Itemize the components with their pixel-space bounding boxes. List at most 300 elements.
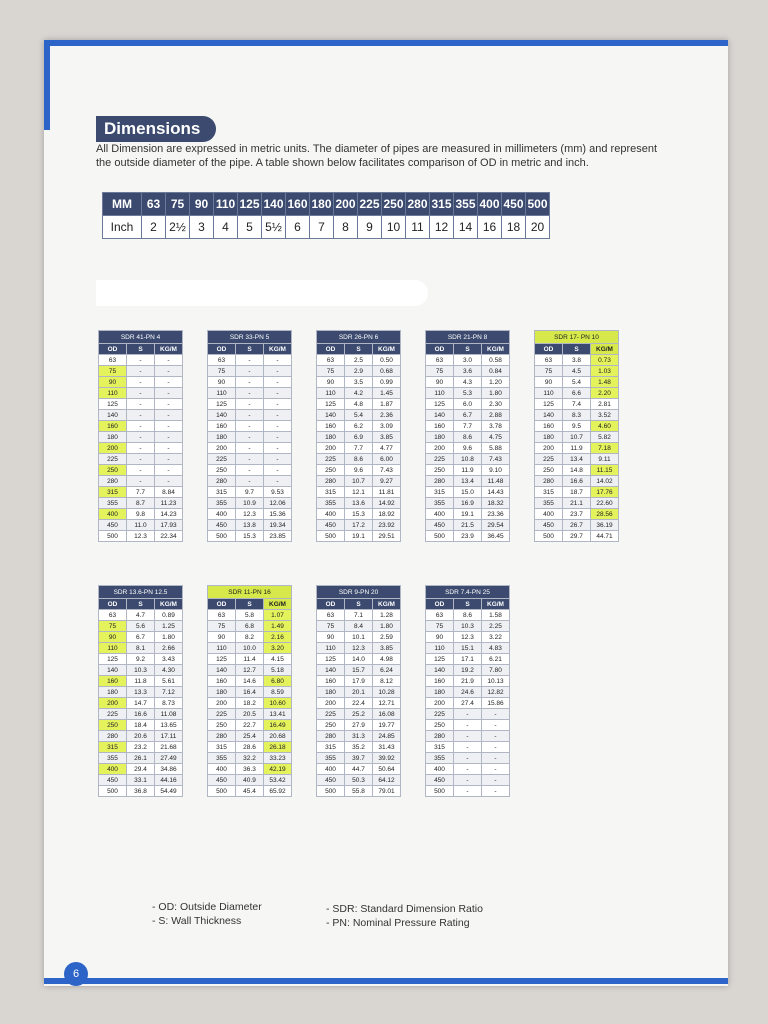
spec-cell: 450 (208, 520, 236, 531)
spec-cell: 21.5 (454, 520, 482, 531)
spec-table-title-row (208, 586, 292, 599)
spec-cell: 17.9 (345, 676, 373, 687)
spec-cell: 5.6 (127, 621, 155, 632)
spec-column-header-row (99, 599, 183, 610)
spec-cell: 2.25 (482, 621, 510, 632)
spec-cell: - (236, 432, 264, 443)
mm-cell: 90 (190, 193, 214, 216)
spec-cell: - (236, 388, 264, 399)
spec-cell: 225 (535, 454, 563, 465)
spec-table (425, 330, 510, 542)
spec-row (426, 421, 510, 432)
inch-cell: 2 (142, 216, 166, 239)
spec-cell: 3.0 (454, 355, 482, 366)
spec-cell: 180 (535, 432, 563, 443)
spec-cell: 110 (426, 388, 454, 399)
spec-cell: - (454, 709, 482, 720)
spec-row (208, 531, 292, 542)
mm-cell: 63 (142, 193, 166, 216)
spec-cell: 315 (317, 742, 345, 753)
inch-cell: 10 (382, 216, 406, 239)
spec-cell: 36.45 (482, 531, 510, 542)
spec-cell: 4.8 (345, 399, 373, 410)
spec-column-header: S (345, 344, 373, 355)
spec-cell: 200 (535, 443, 563, 454)
spec-cell: 33.23 (264, 753, 292, 764)
spec-cell: 1.20 (482, 377, 510, 388)
spec-cell: 24.85 (373, 731, 401, 742)
spec-cell: 500 (535, 531, 563, 542)
spec-cell: 6.80 (264, 676, 292, 687)
spec-cell: 0.99 (373, 377, 401, 388)
spec-cell: 17.11 (155, 731, 183, 742)
spec-cell: 22.7 (236, 720, 264, 731)
spec-cell: 180 (317, 687, 345, 698)
spec-row (208, 632, 292, 643)
spec-row (317, 487, 401, 498)
spec-row (208, 742, 292, 753)
spec-cell: - (264, 421, 292, 432)
spec-row (535, 520, 619, 531)
spec-table-title: SDR 26-PN 6 (317, 331, 401, 344)
spec-cell: 355 (426, 498, 454, 509)
spec-row (535, 410, 619, 421)
spec-cell: 21.68 (155, 742, 183, 753)
spec-row (535, 509, 619, 520)
spec-row (99, 665, 183, 676)
spec-row (99, 632, 183, 643)
spec-cell: 19.2 (454, 665, 482, 676)
spec-cell: 75 (99, 621, 127, 632)
spec-cell: 28.6 (236, 742, 264, 753)
spec-column-header: KG/M (155, 344, 183, 355)
spec-cell: - (264, 399, 292, 410)
spec-table (534, 330, 619, 542)
spec-column-header: KG/M (591, 344, 619, 355)
spec-cell: 1.48 (591, 377, 619, 388)
spec-row (426, 399, 510, 410)
spec-cell: - (264, 465, 292, 476)
spec-cell: 36.8 (127, 786, 155, 797)
spec-cell: 14.23 (155, 509, 183, 520)
spec-cell: 12.1 (345, 487, 373, 498)
spec-cell: 10.8 (454, 454, 482, 465)
spec-cell: 19.34 (264, 520, 292, 531)
top-accent-bar (44, 40, 728, 46)
spec-column-header: OD (208, 599, 236, 610)
spec-row (99, 509, 183, 520)
spec-cell: - (155, 399, 183, 410)
spec-cell: 90 (99, 632, 127, 643)
spec-cell: 8.4 (345, 621, 373, 632)
spec-row (208, 643, 292, 654)
spec-cell: 13.6 (345, 498, 373, 509)
mm-cell: 140 (262, 193, 286, 216)
spec-cell: - (127, 366, 155, 377)
spec-cell: - (155, 432, 183, 443)
spec-cell: 140 (426, 410, 454, 421)
spec-column-header: OD (535, 344, 563, 355)
spec-cell: 75 (208, 621, 236, 632)
spec-column-header-row (317, 344, 401, 355)
spec-row (208, 676, 292, 687)
spec-table-title-row (99, 331, 183, 344)
spec-cell: 20.6 (127, 731, 155, 742)
spec-row (317, 443, 401, 454)
spec-cell: 11.48 (482, 476, 510, 487)
spec-column-header-row (426, 344, 510, 355)
spec-cell: 6.00 (373, 454, 401, 465)
spec-row (99, 476, 183, 487)
spec-cell: 180 (426, 687, 454, 698)
spec-cell: 17.93 (155, 520, 183, 531)
spec-cell: 10.13 (482, 676, 510, 687)
spec-row (208, 764, 292, 775)
spec-row (99, 621, 183, 632)
spec-row (317, 775, 401, 786)
spec-row (426, 731, 510, 742)
legend-right (326, 902, 483, 930)
spec-row (317, 399, 401, 410)
spec-row (317, 621, 401, 632)
spec-row (208, 709, 292, 720)
spec-cell: 11.81 (373, 487, 401, 498)
spec-row (208, 687, 292, 698)
spec-row (99, 410, 183, 421)
spec-cell: 23.36 (482, 509, 510, 520)
spec-table-title: SDR 41-PN 4 (99, 331, 183, 344)
spec-cell: - (127, 388, 155, 399)
spec-row (208, 355, 292, 366)
spec-cell: 25.4 (236, 731, 264, 742)
spec-row (317, 764, 401, 775)
spec-cell: 6.21 (482, 654, 510, 665)
spec-cell: 39.92 (373, 753, 401, 764)
spec-cell: - (264, 443, 292, 454)
spec-row (426, 498, 510, 509)
spec-cell: 110 (317, 643, 345, 654)
spec-cell: 16.4 (236, 687, 264, 698)
spec-cell: 355 (317, 498, 345, 509)
spec-cell: 2.16 (264, 632, 292, 643)
spec-cell: 28.56 (591, 509, 619, 520)
spec-cell: - (127, 355, 155, 366)
spec-cell: 315 (426, 742, 454, 753)
spec-row (208, 775, 292, 786)
spec-cell: 6.7 (454, 410, 482, 421)
spec-cell: 26.7 (563, 520, 591, 531)
spec-cell: 8.7 (127, 498, 155, 509)
spec-column-header: S (236, 599, 264, 610)
spec-cell: 5.88 (482, 443, 510, 454)
spec-row (535, 355, 619, 366)
spec-cell: - (127, 476, 155, 487)
spec-cell: 110 (535, 388, 563, 399)
spec-cell: 140 (99, 410, 127, 421)
spec-row (426, 698, 510, 709)
mm-cell: 200 (334, 193, 358, 216)
spec-cell: 160 (99, 676, 127, 687)
spec-cell: 32.2 (236, 753, 264, 764)
spec-row (317, 676, 401, 687)
inch-cell: 6 (286, 216, 310, 239)
spec-cell: 110 (426, 643, 454, 654)
spec-cell: 11.4 (236, 654, 264, 665)
spec-cell: 3.5 (345, 377, 373, 388)
spec-cell: 7.12 (155, 687, 183, 698)
spec-cell: 7.18 (591, 443, 619, 454)
spec-cell: 4.5 (563, 366, 591, 377)
spec-row (426, 654, 510, 665)
spec-cell: - (454, 753, 482, 764)
spec-cell: - (236, 366, 264, 377)
spec-column-header: OD (426, 599, 454, 610)
spec-cell: 280 (99, 476, 127, 487)
inch-cell: 11 (406, 216, 430, 239)
spec-cell: 315 (317, 487, 345, 498)
spec-cell: 4.60 (591, 421, 619, 432)
spec-row (426, 621, 510, 632)
spec-row (208, 377, 292, 388)
spec-cell: 7.43 (482, 454, 510, 465)
spec-cell: 7.7 (345, 443, 373, 454)
spec-cell: 9.2 (127, 654, 155, 665)
spec-cell: - (155, 465, 183, 476)
spec-cell: 225 (208, 709, 236, 720)
spec-cell: 12.82 (482, 687, 510, 698)
spec-cell: 63 (317, 355, 345, 366)
spec-row (317, 509, 401, 520)
spec-cell: 64.12 (373, 775, 401, 786)
spec-cell: 280 (426, 731, 454, 742)
spec-cell: 450 (208, 775, 236, 786)
spec-table-title: SDR 13.6-PN 12.5 (99, 586, 183, 599)
spec-cell: 110 (208, 643, 236, 654)
spec-cell: 0.58 (482, 355, 510, 366)
spec-row (208, 731, 292, 742)
spec-cell: - (264, 388, 292, 399)
spec-cell: 9.6 (454, 443, 482, 454)
mm-cell: 75 (166, 193, 190, 216)
spec-cell: 450 (99, 520, 127, 531)
spec-cell: 355 (208, 753, 236, 764)
spec-cell: 2.81 (591, 399, 619, 410)
spec-cell: 50.64 (373, 764, 401, 775)
spec-cell: - (155, 454, 183, 465)
spec-cell: 75 (317, 621, 345, 632)
spec-cell: - (155, 366, 183, 377)
spec-cell: 4.15 (264, 654, 292, 665)
spec-cell: 6.9 (345, 432, 373, 443)
spec-row (99, 786, 183, 797)
inch-cell: 20 (526, 216, 550, 239)
spec-cell: 5.61 (155, 676, 183, 687)
mm-cell: 500 (526, 193, 550, 216)
spec-cell: 5.4 (345, 410, 373, 421)
spec-cell: 140 (208, 665, 236, 676)
spec-row (317, 786, 401, 797)
spec-row (317, 432, 401, 443)
spec-cell: 16.6 (563, 476, 591, 487)
spec-cell: 63 (99, 355, 127, 366)
spec-cell: 250 (317, 720, 345, 731)
spec-cell: 225 (208, 454, 236, 465)
spec-row (426, 355, 510, 366)
spec-cell: 11.0 (127, 520, 155, 531)
spec-cell: 1.03 (591, 366, 619, 377)
spec-cell: 33.1 (127, 775, 155, 786)
spec-cell: 315 (99, 742, 127, 753)
spec-cell: 10.0 (236, 643, 264, 654)
spec-cell: 10.28 (373, 687, 401, 698)
spec-cell: 2.36 (373, 410, 401, 421)
spec-cell: 20.68 (264, 731, 292, 742)
spec-table-title-row (317, 586, 401, 599)
spec-cell: 400 (99, 509, 127, 520)
spec-cell: 75 (426, 621, 454, 632)
spec-cell: 500 (99, 531, 127, 542)
spec-cell: 2.9 (345, 366, 373, 377)
spec-cell: 400 (317, 509, 345, 520)
spec-cell: 450 (317, 775, 345, 786)
spec-cell: 9.11 (591, 454, 619, 465)
spec-cell: 63 (208, 610, 236, 621)
spec-column-header-row (208, 344, 292, 355)
spec-cell: 160 (317, 676, 345, 687)
spec-cell: 200 (99, 443, 127, 454)
spec-table (316, 330, 401, 542)
spec-row (317, 388, 401, 399)
spec-row (208, 487, 292, 498)
spec-row (99, 366, 183, 377)
spec-cell: - (155, 388, 183, 399)
spec-cell: 400 (535, 509, 563, 520)
spec-cell: 315 (99, 487, 127, 498)
spec-row (208, 465, 292, 476)
spec-cell: 12.7 (236, 665, 264, 676)
spec-cell: 45.4 (236, 786, 264, 797)
spec-cell: 15.36 (264, 509, 292, 520)
spec-cell: 7.43 (373, 465, 401, 476)
inch-cell: 5 (238, 216, 262, 239)
spec-cell: 10.60 (264, 698, 292, 709)
spec-cell: - (454, 775, 482, 786)
spec-cell: 8.59 (264, 687, 292, 698)
spec-cell: 24.6 (454, 687, 482, 698)
spec-row (208, 520, 292, 531)
spec-cell: 355 (99, 753, 127, 764)
spec-cell: - (127, 432, 155, 443)
spec-cell: 23.92 (373, 520, 401, 531)
spec-row (426, 465, 510, 476)
spec-cell: 15.1 (454, 643, 482, 654)
spec-cell: 13.8 (236, 520, 264, 531)
spec-row (426, 377, 510, 388)
mm-cell: 315 (430, 193, 454, 216)
spec-cell: - (236, 355, 264, 366)
spec-row (426, 531, 510, 542)
spec-cell: - (236, 476, 264, 487)
spec-cell: 3.8 (563, 355, 591, 366)
spec-column-header: S (563, 344, 591, 355)
spec-cell: 8.3 (563, 410, 591, 421)
legend-s: - S: Wall Thickness (152, 915, 242, 927)
spec-row (317, 687, 401, 698)
spec-table-title-row (317, 331, 401, 344)
spec-row (317, 454, 401, 465)
spec-cell: 110 (99, 388, 127, 399)
inch-cell: 16 (478, 216, 502, 239)
spec-column-header-row (99, 344, 183, 355)
spec-cell: - (127, 465, 155, 476)
spec-cell: 36.19 (591, 520, 619, 531)
spec-table-title: SDR 7.4-PN 25 (426, 586, 510, 599)
inch-cell: 4 (214, 216, 238, 239)
spec-cell: 90 (535, 377, 563, 388)
spec-cell: 1.28 (373, 610, 401, 621)
spec-cell: 200 (317, 443, 345, 454)
spec-cell: - (482, 709, 510, 720)
spec-cell: 12.71 (373, 698, 401, 709)
spec-cell: 180 (317, 432, 345, 443)
spec-row (426, 443, 510, 454)
spec-column-header: S (454, 599, 482, 610)
spec-row (426, 720, 510, 731)
spec-cell: 21.1 (563, 498, 591, 509)
spec-row (426, 775, 510, 786)
spec-row (426, 454, 510, 465)
spec-cell: 500 (208, 531, 236, 542)
spec-row (426, 610, 510, 621)
spec-cell: 17.76 (591, 487, 619, 498)
spec-table-title: SDR 33-PN 5 (208, 331, 292, 344)
inch-cell: 12 (430, 216, 454, 239)
spec-cell: 44.16 (155, 775, 183, 786)
spec-row (208, 476, 292, 487)
spec-row (208, 786, 292, 797)
spec-table-title-row (426, 331, 510, 344)
spec-cell: 15.7 (345, 665, 373, 676)
spec-table-title-row (535, 331, 619, 344)
spec-cell: 9.5 (563, 421, 591, 432)
spec-cell: 400 (426, 509, 454, 520)
spec-cell: - (155, 377, 183, 388)
spec-cell: 14.8 (563, 465, 591, 476)
spec-cell: - (236, 410, 264, 421)
inch-cell: 14 (454, 216, 478, 239)
spec-cell: 280 (317, 476, 345, 487)
spec-row (426, 786, 510, 797)
inch-cell: 5½ (262, 216, 286, 239)
spec-cell: 7.7 (454, 421, 482, 432)
spec-cell: 75 (426, 366, 454, 377)
spec-row (535, 454, 619, 465)
spec-cell: 17.2 (345, 520, 373, 531)
spec-cell: 3.22 (482, 632, 510, 643)
spec-row (317, 753, 401, 764)
spec-row (317, 720, 401, 731)
spec-cell: 26.18 (264, 742, 292, 753)
spec-row (208, 498, 292, 509)
spec-cell: 22.34 (155, 531, 183, 542)
spec-cell: 63 (426, 610, 454, 621)
spec-cell: 18.7 (563, 487, 591, 498)
spec-cell: 13.41 (264, 709, 292, 720)
spec-cell: 250 (208, 720, 236, 731)
spec-table-title-row (99, 586, 183, 599)
spec-cell: 450 (99, 775, 127, 786)
spec-column-header: OD (426, 344, 454, 355)
